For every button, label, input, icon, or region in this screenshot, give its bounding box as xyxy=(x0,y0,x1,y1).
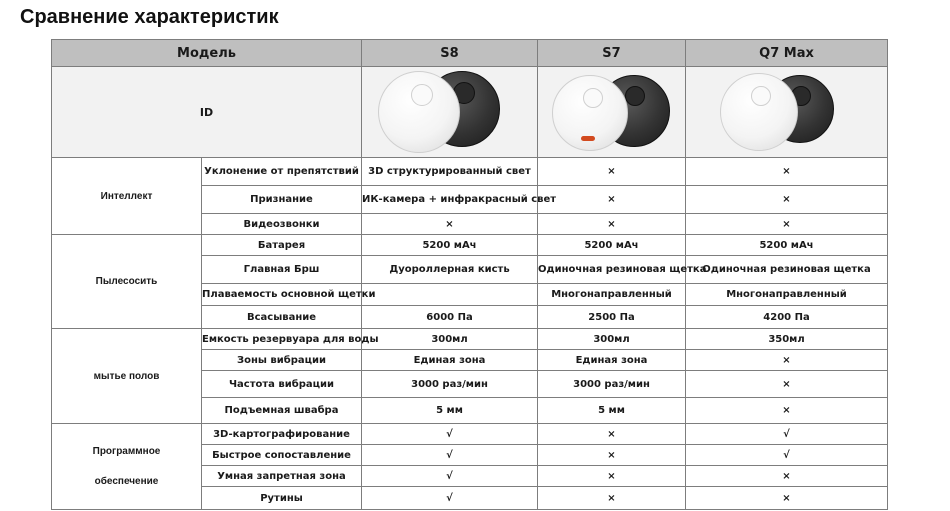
value-cell: 350мл xyxy=(686,329,888,350)
check-icon: √ xyxy=(362,466,538,487)
check-icon: √ xyxy=(362,487,538,510)
feature-label: Главная Брш xyxy=(202,256,362,284)
cross-icon: × xyxy=(538,487,686,510)
feature-label: 3D-картографирование xyxy=(202,424,362,445)
page-title: Сравнение характеристик xyxy=(20,6,279,28)
group-software-line-2: обеспечение xyxy=(94,475,159,487)
value-cell: Единая зона xyxy=(362,350,538,371)
value-cell: Единая зона xyxy=(538,350,686,371)
value-cell: 5200 мАч xyxy=(538,235,686,256)
value-cell: 300мл xyxy=(538,329,686,350)
value-cell: 300мл xyxy=(362,329,538,350)
value-cell: 4200 Па xyxy=(686,306,888,329)
robot-white-image xyxy=(720,73,798,151)
table-row xyxy=(52,235,888,256)
cross-icon: × xyxy=(686,466,888,487)
model-s8-header: S8 xyxy=(362,40,538,67)
feature-label: Емкость резервуара для воды xyxy=(202,329,362,350)
feature-label: Видеозвонки xyxy=(202,214,362,235)
value-cell: 2500 Па xyxy=(538,306,686,329)
group-intelligence: Интеллект xyxy=(52,158,202,235)
value-cell: 5200 мАч xyxy=(362,235,538,256)
feature-label: Уклонение от препятствий xyxy=(202,158,362,186)
group-software-line-1: Программное xyxy=(92,445,161,457)
cross-icon: × xyxy=(686,487,888,510)
value-cell: 3000 раз/мин xyxy=(538,371,686,398)
value-cell: 3000 раз/мин xyxy=(362,371,538,398)
s8-image xyxy=(362,67,538,158)
value-cell: 5 мм xyxy=(362,398,538,424)
value-cell xyxy=(362,284,538,306)
feature-label: Зоны вибрации xyxy=(202,350,362,371)
group-vacuum: Пылесосить xyxy=(52,235,202,329)
model-s7-header: S7 xyxy=(538,40,686,67)
robot-white-image xyxy=(552,75,628,151)
value-cell: 5 мм xyxy=(538,398,686,424)
value-cell: 3D структурированный свет xyxy=(362,158,538,186)
value-cell: Одиночная резиновая щетка xyxy=(686,256,888,284)
check-icon: √ xyxy=(686,445,888,466)
value-cell: Одиночная резиновая щетка xyxy=(538,256,686,284)
cross-icon: × xyxy=(362,214,538,235)
group-software xyxy=(52,424,202,510)
value-cell: 5200 мАч xyxy=(686,235,888,256)
cross-icon: × xyxy=(538,214,686,235)
group-mopping: мытье полов xyxy=(52,329,202,424)
header-row xyxy=(52,40,888,67)
value-cell: Дуороллерная кисть xyxy=(362,256,538,284)
cross-icon: × xyxy=(686,186,888,214)
model-q7max-header: Q7 Max xyxy=(686,40,888,67)
comparison-table xyxy=(51,39,888,510)
value-cell: Многонаправленный xyxy=(538,284,686,306)
cross-icon: × xyxy=(538,445,686,466)
cross-icon: × xyxy=(686,371,888,398)
cross-icon: × xyxy=(538,466,686,487)
check-icon: √ xyxy=(686,424,888,445)
cross-icon: × xyxy=(686,214,888,235)
feature-label: Частота вибрации xyxy=(202,371,362,398)
feature-label: Быстрое сопоставление xyxy=(202,445,362,466)
value-cell: Многонаправленный xyxy=(686,284,888,306)
value-cell: ИК-камера + инфракрасный свет xyxy=(362,186,538,214)
s7-image xyxy=(538,67,686,158)
feature-label: Подъемная швабра xyxy=(202,398,362,424)
feature-label: Батарея xyxy=(202,235,362,256)
robot-white-image xyxy=(378,71,460,153)
cross-icon: × xyxy=(538,158,686,186)
cross-icon: × xyxy=(538,186,686,214)
cross-icon: × xyxy=(686,350,888,371)
feature-label: Рутины xyxy=(202,487,362,510)
cross-icon: × xyxy=(538,424,686,445)
q7max-image xyxy=(686,67,888,158)
check-icon: √ xyxy=(362,445,538,466)
model-header: Модель xyxy=(52,40,362,67)
feature-label: Признание xyxy=(202,186,362,214)
check-icon: √ xyxy=(362,424,538,445)
table-row xyxy=(52,329,888,350)
table-row xyxy=(52,424,888,445)
image-row xyxy=(52,67,888,158)
feature-label: Умная запретная зона xyxy=(202,466,362,487)
cross-icon: × xyxy=(686,158,888,186)
cross-icon: × xyxy=(686,398,888,424)
id-label: ID xyxy=(52,67,362,158)
feature-label: Плаваемость основной щетки xyxy=(202,284,362,306)
table-row xyxy=(52,158,888,186)
value-cell: 6000 Па xyxy=(362,306,538,329)
feature-label: Всасывание xyxy=(202,306,362,329)
